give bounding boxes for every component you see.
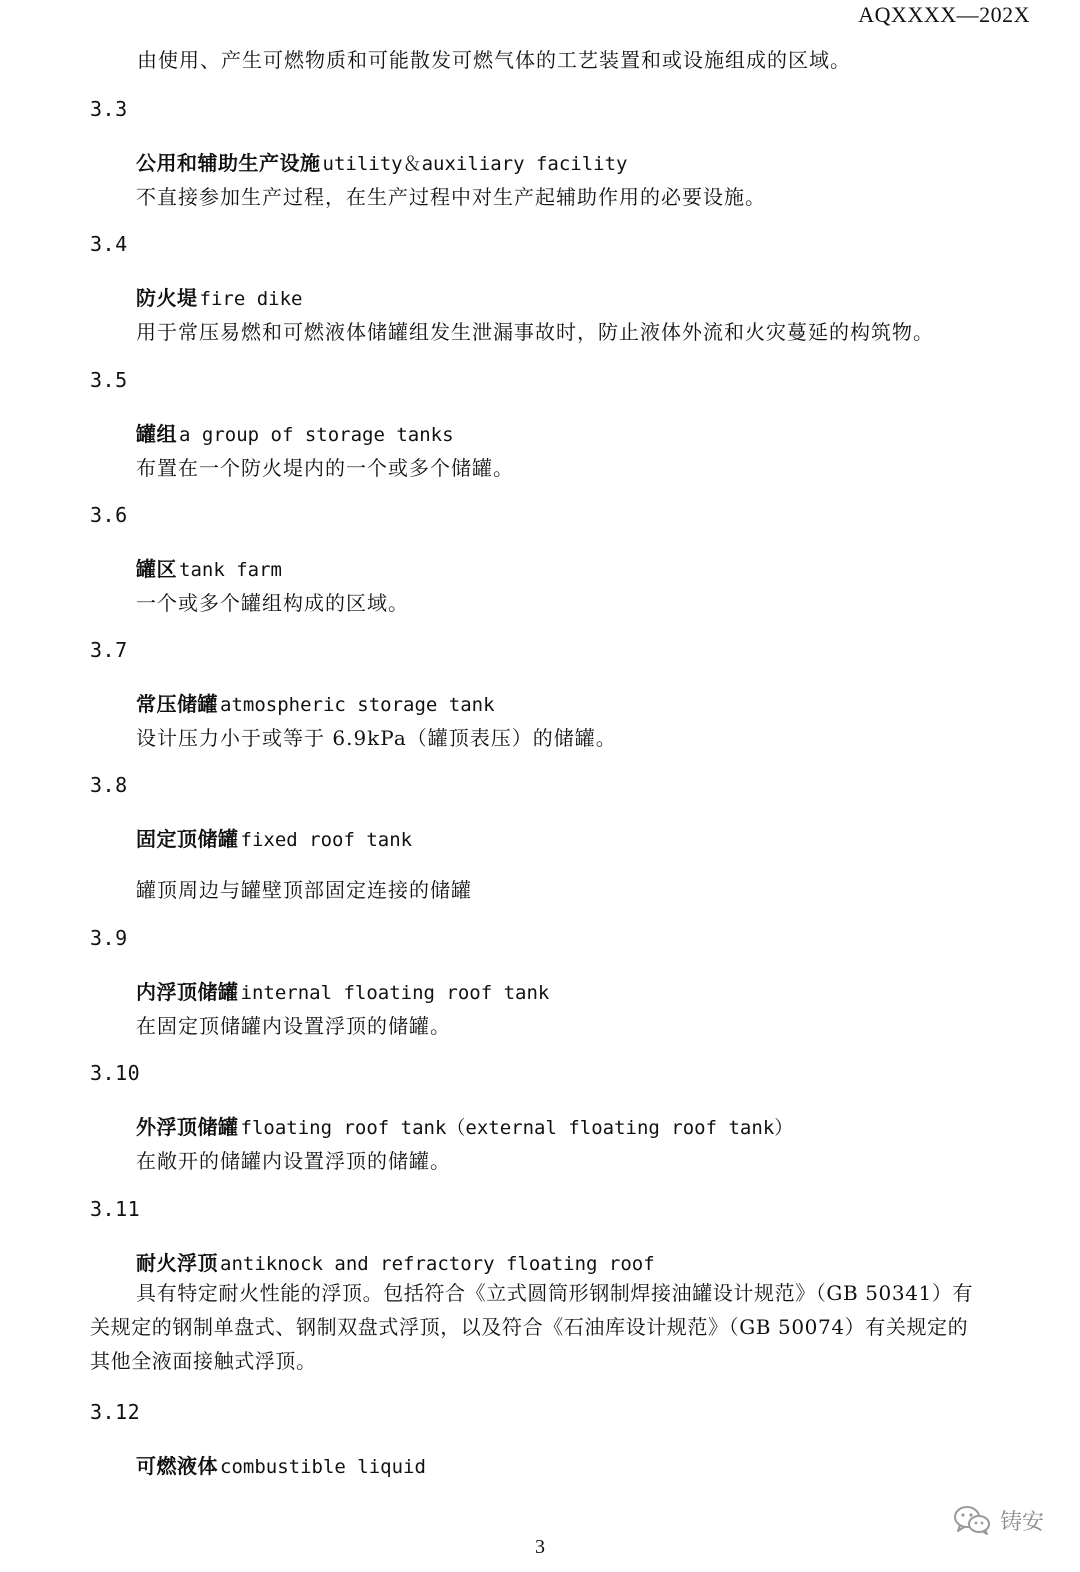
term-definition: 设计压力小于或等于 6.9kPa（罐顶表压）的储罐。 xyxy=(136,726,617,750)
term-chinese: 罐组 xyxy=(136,422,177,446)
clause-number: 3.5 xyxy=(90,368,128,392)
clause-number: 3.3 xyxy=(90,97,128,121)
term-heading xyxy=(136,688,495,717)
term-chinese: 公用和辅助生产设施 xyxy=(136,151,321,175)
term-english: fixed roof tank xyxy=(240,829,413,851)
clause-number: 3.9 xyxy=(90,926,128,950)
clause-number: 3.10 xyxy=(90,1061,141,1085)
term-chinese: 耐火浮顶 xyxy=(136,1251,218,1275)
watermark-label: 铸安 xyxy=(999,1509,1044,1535)
term-definition: 布置在一个防火堤内的一个或多个储罐。 xyxy=(136,456,514,480)
term-heading xyxy=(136,553,282,582)
definition-line: 具有特定耐火性能的浮顶。包括符合《立式圆筒形钢制焊接油罐设计规范》（GB 50341）有 xyxy=(136,1281,974,1305)
term-chinese: 固定顶储罐 xyxy=(136,827,239,851)
term-chinese: 罐区 xyxy=(136,557,177,581)
term-definition: 在敞开的储罐内设置浮顶的储罐。 xyxy=(136,1149,451,1173)
term-chinese: 防火堤 xyxy=(136,286,198,310)
clause-number: 3.8 xyxy=(90,773,128,797)
term-chinese: 内浮顶储罐 xyxy=(136,980,239,1004)
term-heading xyxy=(136,418,454,447)
term-english: atmospheric storage tank xyxy=(220,694,495,716)
term-definition: 罐顶周边与罐壁顶部固定连接的储罐 xyxy=(136,878,472,902)
term-definition xyxy=(90,1276,1035,1378)
term-definition: 用于常压易燃和可燃液体储罐组发生泄漏事故时，防止液体外流和火灾蔓延的构筑物。 xyxy=(136,320,934,344)
term-english: utility＆auxiliary facility xyxy=(322,153,628,175)
term-english: tank farm xyxy=(179,559,282,581)
term-heading xyxy=(136,1247,655,1276)
wechat-icon xyxy=(952,1504,992,1536)
term-definition: 一个或多个罐组构成的区域。 xyxy=(136,591,409,615)
term-english: combustible liquid xyxy=(220,1456,426,1478)
page-number: 3 xyxy=(535,1536,545,1558)
clause-number: 3.4 xyxy=(90,232,128,256)
term-english: internal floating roof tank xyxy=(240,982,550,1004)
watermark xyxy=(952,1504,1044,1536)
continued-definition: 由使用、产生可燃物质和可能散发可燃气体的工艺装置和或设施组成的区域。 xyxy=(137,48,851,72)
term-heading xyxy=(136,823,412,852)
term-chinese: 常压储罐 xyxy=(136,692,218,716)
document-code: AQXXXX—202X xyxy=(858,2,1030,27)
term-chinese: 外浮顶储罐 xyxy=(136,1115,239,1139)
definition-line: 关规定的钢制单盘式、钢制双盘式浮顶，以及符合《石油库设计规范》（GB 50074）有关规定的 xyxy=(90,1315,969,1339)
definition-line: 其他全液面接触式浮顶。 xyxy=(90,1349,317,1373)
term-definition: 不直接参加生产过程，在生产过程中对生产起辅助作用的必要设施。 xyxy=(136,185,766,209)
term-heading xyxy=(136,976,549,1005)
clause-number: 3.11 xyxy=(90,1197,141,1221)
term-heading xyxy=(136,147,627,176)
clause-number: 3.12 xyxy=(90,1400,141,1424)
term-english: fire dike xyxy=(199,288,303,310)
term-definition: 在固定顶储罐内设置浮顶的储罐。 xyxy=(136,1014,451,1038)
term-english: a group of storage tanks xyxy=(179,424,454,446)
term-chinese: 可燃液体 xyxy=(136,1454,218,1478)
term-heading xyxy=(136,1450,426,1479)
term-english: antiknock and refractory floating roof xyxy=(220,1253,655,1275)
clause-number: 3.6 xyxy=(90,503,128,527)
clause-number: 3.7 xyxy=(90,638,128,662)
term-heading xyxy=(136,282,302,311)
term-heading xyxy=(136,1111,793,1140)
term-english: floating roof tank（external floating roof tank） xyxy=(240,1117,794,1139)
